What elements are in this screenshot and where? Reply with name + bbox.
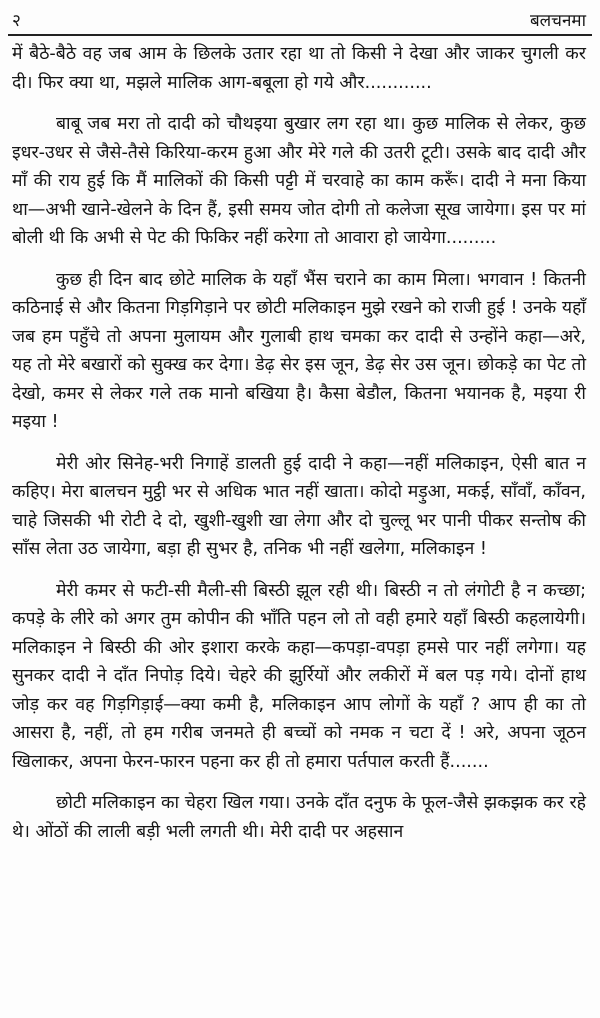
paragraph-5: मेरी कमर से फटी-सी मैली-सी बिस्ठी झूल रही थी। बिस्ठी न तो लंगोटी है न कच्छा; कपड़े के लीरे को अगर तुम कोपीन की भाँति पहन लो तो वही हमारे यहाँ बिस्ठी कहलायेगी। मलिकाइन ने बिस्ठी की ओर इशारा करके कहा—कपड़ा-वपड़ा हमसे पार नहीं लगेगा। यह सुनकर दादी ने दाँत निपोड़ दिये। चेहरे की झुर्रियों और लकीरों में बल पड़ गये। दोनों हाथ जोड़ कर वह गिड़गिड़ाई—क्या कमी है, मलिकाइन आप लोगों के यहाँ ? आप ही का तो आसरा है, नहीं, तो हम गरीब जनमते ही बच्चों को नमक न चटा दें ! अरे, अपना जूठन खिलाकर, अपना फेरन-फारन पहना कर ही तो हमारा पर्तपाल करती हैं....... bbox=[12, 580, 586, 772]
paragraph-2: बाबू जब मरा तो दादी को चौथइया बुखार लग रहा था। कुछ मालिक से लेकर, कुछ इधर-उधर से जैसे-तैसे किरिया-करम हुआ और मेरे गले की उतरी टूटी। उसके बाद दादी और माँ की राय हुई कि मैं मालिकों की किसी पट्टी में चरवाहे का काम करूँ। दादी ने मना किया था—अभी खाने-खेलने के दिन हैं, इसी समय जोत दोगी तो कलेजा सूख जायेगा। इस पर मां बोली थी कि अभी से पेट की फिकिर नहीं करेगा तो आवारा हो जायेगा......... bbox=[12, 114, 586, 248]
page-number: २ bbox=[12, 10, 21, 31]
running-head bbox=[12, 6, 586, 32]
paragraph-4: मेरी ओर सिनेह-भरी निगाहें डालती हुई दादी ने कहा—नहीं मलिकाइन, ऐसी बात न कहिए। मेरा बालचन मुट्ठी भर से अधिक भात नहीं खाता। कोदो मड़ुआ, मकई, साँवाँ, काँवन, चाहे जिसकी भी रोटी दे दो, खुशी-खुशी खा लेगा और दो चुल्लू भर पानी पीकर सन्तोष की साँस लेता उठ जायेगा, बड़ा ही सुभर है, तनिक भी नहीं खलेगा, मलिकाइन ! bbox=[12, 453, 586, 559]
paragraph-1: में बैठे-बैठे वह जब आम के छिलके उतार रहा था तो किसी ने देखा और जाकर चुगली कर दी। फिर क्या था, मझले मालिक आग-बबूला हो गये और............ bbox=[12, 44, 586, 93]
paragraph-3: कुछ ही दिन बाद छोटे मालिक के यहाँ भैंस चराने का काम मिला। भगवान ! कितनी कठिनाई से और कितना गिड़गिड़ाने पर छोटी मलिकाइन मुझे रखने को राजी हुई ! उनके यहाँ जब हम पहुँचे तो अपना मुलायम और गुलाबी हाथ चमका कर दादी से उन्होंने कहा—अरे, यह तो मेरे बखारों को सुक्ख कर देगा। डेढ़ सेर इस जून, डेढ़ सेर उस जून। छोकड़े का पेट तो देखो, कमर से लेकर गले तक मानो बखिया है। कैसा बेडौल, कितना भयानक है, मइया री मइया ! bbox=[12, 269, 586, 432]
header-rule bbox=[8, 34, 592, 36]
body-text bbox=[12, 40, 586, 846]
book-title: बलचनमा bbox=[529, 10, 586, 31]
paragraph-6: छोटी मलिकाइन का चेहरा खिल गया। उनके दाँत दनुफ के फूल-जैसे झकझक कर रहे थे। ओंठों की लाली बड़ी भली लगती थी। मेरी दादी पर अहसान bbox=[12, 793, 586, 842]
